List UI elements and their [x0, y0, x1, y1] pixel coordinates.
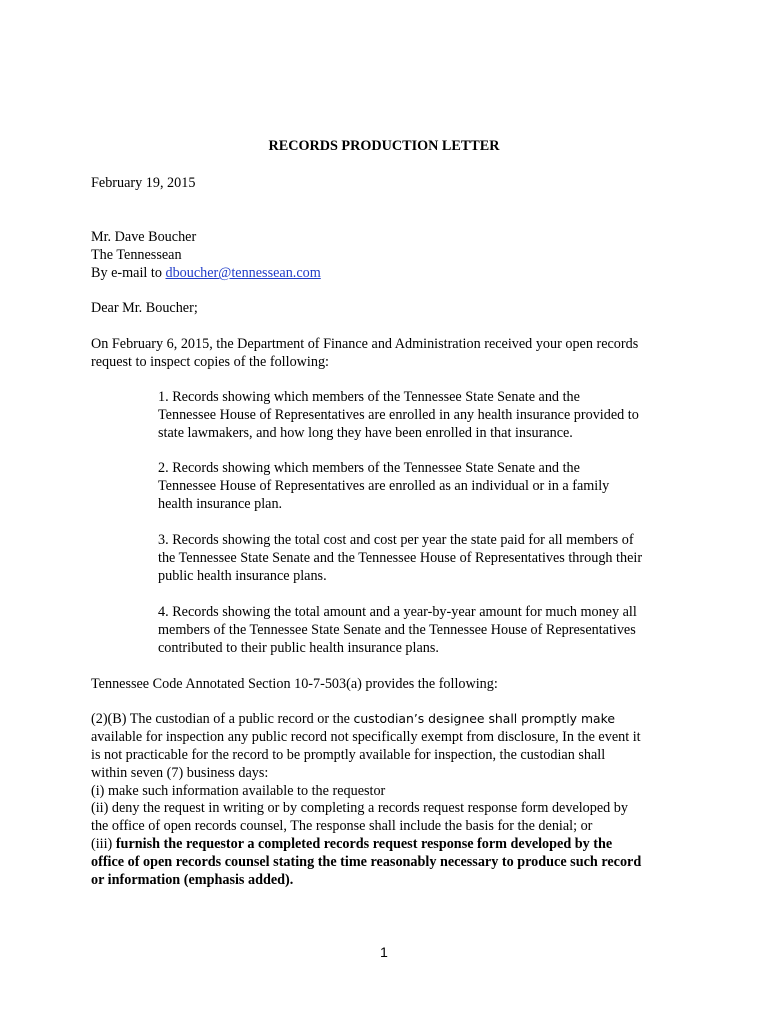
statute-iii-prefix: (iii)	[91, 836, 116, 852]
request-item-3-line: 3. Records showing the total cost and cost per year the state paid for all members of	[158, 532, 634, 548]
letter-title: RECORDS PRODUCTION LETTER	[268, 138, 500, 154]
email-link[interactable]: dboucher@tennessean.com	[165, 265, 321, 281]
page-number: 1	[380, 945, 388, 961]
recipient-org: The Tennessean	[91, 247, 182, 263]
salutation: Dear Mr. Boucher;	[91, 300, 198, 316]
statute-line: (ii) deny the request in writing or by completing a records request response form developed by	[91, 800, 628, 816]
statute-line: the office of open records counsel, The response shall include the basis for the denial; or	[91, 818, 593, 834]
statute-iii-line	[91, 835, 612, 853]
statute-line: available for inspection any public record not specifically exempt from disclosure, In the event it	[91, 729, 641, 745]
request-item-1-line: state lawmakers, and how long they have been enrolled in that insurance.	[158, 425, 573, 441]
request-item-1-line: 1. Records showing which members of the Tennessee State Senate and the	[158, 389, 580, 405]
statute-line	[91, 710, 615, 728]
code-intro: Tennessee Code Annotated Section 10-7-503(a) provides the following:	[91, 676, 498, 692]
statute-line: (i) make such information available to the requestor	[91, 783, 386, 799]
statute-line: is not practicable for the record to be promptly available for inspection, the custodian shall	[91, 747, 606, 763]
email-prefix: By e-mail to	[91, 265, 166, 281]
intro-line: On February 6, 2015, the Department of Finance and Administration received your open records	[91, 336, 639, 352]
request-item-2-line: health insurance plan.	[158, 496, 283, 512]
statute-line: within seven (7) business days:	[91, 765, 269, 781]
request-item-3-line: public health insurance plans.	[158, 568, 327, 584]
statute-iii-bold-line: office of open records counsel stating the time reasonably necessary to produce such record	[91, 854, 642, 870]
statute-iii-bold-line: or information (emphasis added).	[91, 872, 294, 888]
request-item-4-line: members of the Tennessee State Senate and the Tennessee House of Representatives	[158, 622, 636, 638]
letter-date: February 19, 2015	[91, 175, 196, 191]
recipient-email-line	[91, 264, 321, 282]
request-item-3-line: the Tennessee State Senate and the Tennessee House of Representatives through their	[158, 550, 643, 566]
statute-iii-bold: furnish the requestor a completed records request response form developed by the	[115, 836, 613, 852]
request-item-2-line: Tennessee House of Representatives are enrolled as an individual or in a family	[158, 478, 610, 494]
request-item-1-line: Tennessee House of Representatives are enrolled in any health insurance provided to	[158, 407, 639, 423]
request-item-2-line: 2. Records showing which members of the Tennessee State Senate and the	[158, 460, 580, 476]
recipient-name: Mr. Dave Boucher	[91, 229, 197, 245]
request-item-4-line: 4. Records showing the total amount and a year-by-year amount for much money all	[158, 604, 637, 620]
statute-line-serif: (2)(B) The custodian of a public record or the	[91, 711, 354, 727]
intro-line: request to inspect copies of the following:	[91, 354, 329, 370]
request-item-4-line: contributed to their public health insurance plans.	[158, 640, 439, 656]
statute-line-sans: custodian’s designee shall promptly make	[353, 711, 615, 726]
